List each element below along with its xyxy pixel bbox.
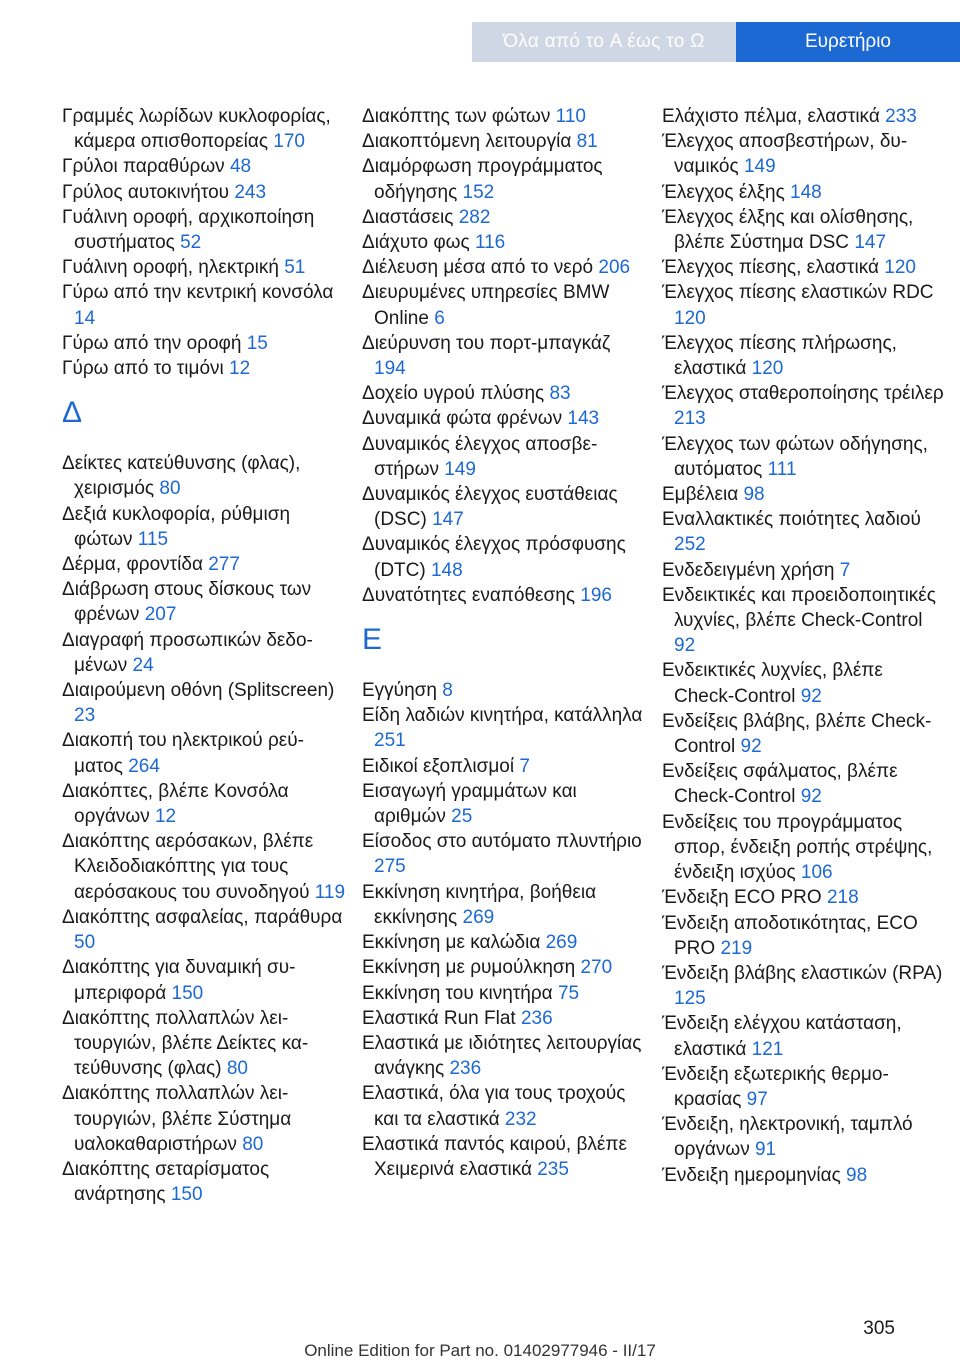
index-entry-text: Δοχείο υγρού πλύσης — [362, 383, 545, 405]
index-entry — [362, 955, 646, 980]
index-entry — [362, 678, 646, 703]
index-page-link[interactable]: 148 — [430, 559, 463, 581]
index-page-link[interactable]: 269 — [545, 932, 578, 954]
index-entry — [662, 381, 946, 431]
index-entry — [662, 104, 946, 129]
index-entry-text: Έλεγχος έλξης και ολίσθησης, βλέπε Σύστημα DSC — [662, 206, 914, 254]
index-entry-text: Ένδειξη εξωτερικής θερμοκρασίας — [662, 1063, 889, 1110]
index-entry — [662, 759, 946, 809]
index-page-link[interactable]: 149 — [743, 156, 776, 178]
index-entry-text: Ένδειξη ECO PRO — [662, 887, 822, 909]
index-page-link[interactable]: 48 — [229, 156, 252, 178]
index-entry-text: Εμβέλεια — [662, 484, 739, 506]
index-page-link[interactable]: 15 — [246, 332, 268, 354]
index-entry-text: Γύρω από το τιμόνι — [62, 358, 224, 380]
index-page-link[interactable]: 275 — [374, 856, 406, 878]
index-page-link[interactable]: 92 — [800, 685, 822, 707]
index-page-link[interactable]: 219 — [720, 937, 753, 959]
index-page-link[interactable]: 213 — [674, 408, 706, 430]
index-page-link[interactable]: 264 — [128, 755, 160, 777]
index-entry — [662, 129, 946, 179]
index-entry-text: Ένδειξη, ηλεκτρονική, ταμπλό οργάνων — [662, 1114, 913, 1161]
index-entry — [62, 180, 346, 205]
index-entry — [362, 981, 646, 1006]
index-page-link[interactable]: 149 — [444, 458, 476, 480]
index-entry — [62, 552, 346, 577]
index-page-link[interactable]: 120 — [884, 257, 916, 279]
index-entry — [62, 678, 346, 728]
index-entry — [662, 961, 946, 1011]
index-entry — [62, 331, 346, 356]
index-page-link[interactable]: 143 — [567, 408, 600, 430]
index-entry — [362, 482, 646, 532]
index-page-link[interactable]: 92 — [800, 786, 822, 808]
index-page-link[interactable]: 125 — [674, 988, 706, 1010]
index-entry-text: Δείκτες κατεύθυνσης (φλας), χειρισμός — [62, 453, 301, 500]
index-entry-text: Διαγραφή προσωπικών δεδομένων — [62, 629, 313, 676]
index-entry — [62, 577, 346, 627]
index-entry-text: Διακόπτες, βλέπε Κονσόλα οργάνων — [62, 780, 289, 828]
index-entry-text: Διακόπτης για δυναμική συμπεριφορά — [62, 957, 296, 1004]
index-page-link[interactable]: 83 — [549, 383, 571, 405]
index-page-link[interactable]: 194 — [374, 358, 406, 380]
index-entry-text: Γύρω από την οροφή — [62, 332, 242, 354]
index-page-link[interactable]: 119 — [314, 881, 346, 903]
index-entry — [62, 356, 346, 381]
index-page-link[interactable]: 12 — [154, 806, 177, 828]
index-entry — [62, 1157, 346, 1207]
index-entry — [62, 502, 346, 552]
index-entry — [62, 280, 346, 330]
index-entry-text: Ένδειξη ελέγχου κατάσταση, ελαστικά — [662, 1013, 902, 1060]
index-entry-text: Έλεγχος έλξης — [662, 181, 785, 203]
index-entry — [362, 129, 646, 154]
index-page-link[interactable]: 25 — [451, 806, 473, 828]
index-page-link[interactable]: 81 — [576, 131, 598, 153]
index-entry-text: Διευρυμένες υπηρεσίες BMW Online — [362, 282, 610, 329]
index-page-link[interactable]: 97 — [746, 1088, 768, 1110]
index-entry — [662, 482, 946, 507]
index-entry-text: Εκκίνηση με καλώδια — [362, 932, 541, 954]
index-entry — [362, 154, 646, 204]
index-entry — [662, 280, 946, 330]
index-entry-text: Ένδειξη ημερομηνίας — [662, 1164, 841, 1186]
index-entry — [662, 911, 946, 961]
index-entry-text: Εκκίνηση κινητήρα, βοήθεια εκκίνησης — [362, 881, 597, 928]
index-entry-text: Ένδειξη βλάβης ελαστικών (RPA) — [662, 962, 943, 984]
index-page-link[interactable]: 218 — [826, 887, 859, 909]
index-page-link[interactable]: 170 — [273, 131, 305, 153]
index-entry-text: Δυναμικός έλεγχος πρόσφυσης (DTC) — [362, 534, 626, 581]
index-entry-text: Είσοδος στο αυτόματο πλυντήριο — [362, 831, 642, 853]
index-page-link[interactable]: 243 — [234, 181, 267, 203]
index-page-link[interactable]: 75 — [557, 982, 580, 1004]
index-page-link[interactable]: 23 — [74, 705, 96, 727]
index-page-link[interactable]: 7 — [519, 755, 530, 777]
index-entry — [662, 1163, 946, 1188]
index-entry — [662, 810, 946, 886]
index-entry — [662, 709, 946, 759]
index-entry — [62, 104, 346, 154]
index-page-link[interactable]: 207 — [144, 604, 177, 626]
index-entry — [362, 1031, 646, 1081]
index-entry — [362, 255, 646, 280]
index-entry — [662, 331, 946, 381]
index-entry-text: Γρύλοι παραθύρων — [62, 156, 225, 178]
index-page-link[interactable]: 24 — [132, 654, 154, 676]
index-entry-text: Εγγύηση — [362, 680, 437, 702]
index-entry-text: Διάβρωση στους δίσκους των φρένων — [62, 579, 312, 626]
index-entry — [662, 1112, 946, 1162]
index-entry — [62, 628, 346, 678]
index-entry-text: Γύρω από την κεντρική κονσόλα — [62, 282, 334, 304]
index-entry — [662, 1062, 946, 1112]
index-entry — [662, 205, 946, 255]
index-entry — [362, 703, 646, 753]
index-entry-text: Γραμμές λωρίδων κυκλοφορίας, κάμερα οπισθοπορείας — [62, 106, 331, 153]
index-page-link[interactable]: 269 — [462, 906, 495, 928]
index-page-link[interactable]: 14 — [74, 307, 96, 329]
index-entry — [362, 754, 646, 779]
index-entry — [662, 255, 946, 280]
index-page-link[interactable]: 148 — [790, 181, 822, 203]
index-page-link[interactable]: 91 — [754, 1139, 777, 1161]
index-entry — [62, 955, 346, 1005]
index-page-link[interactable]: 51 — [284, 257, 306, 279]
index-entry — [362, 331, 646, 381]
index-page-link[interactable]: 120 — [751, 358, 784, 380]
footer-edition: Online Edition for Part no. 01402977946 - II/17 — [304, 1341, 656, 1360]
index-entry-text: Ελαστικά, όλα για τους τροχούς και τα ελαστικά — [362, 1083, 626, 1130]
index-page-link[interactable]: 121 — [751, 1038, 784, 1060]
index-entry-text: Ελάχιστο πέλμα, ελαστικά — [662, 106, 880, 127]
index-entry — [62, 154, 346, 179]
index-entry-text: Διακόπτης ασφαλείας, παράθυρα — [62, 906, 343, 928]
index-page-link[interactable]: 12 — [229, 358, 251, 380]
index-page-link[interactable]: 52 — [180, 232, 202, 254]
index-entry-text: Δυναμικός έλεγχος αποσβεστήρων — [362, 433, 598, 480]
index-entry-text: Διάχυτο φως — [362, 232, 470, 254]
index-column-1 — [62, 104, 346, 1207]
index-entry-text: Εναλλακτικές ποιότητες λαδιού — [662, 509, 921, 531]
index-entry-text: Διαμόρφωση προγράμματος οδήγησης — [362, 156, 603, 203]
index-entry — [62, 255, 346, 280]
index-letter-heading: Ε — [362, 623, 383, 657]
page-header — [0, 22, 960, 62]
index-entry-text: Ενδείξεις βλάβης, βλέπε Check-Control — [662, 710, 932, 758]
index-entry — [362, 230, 646, 255]
index-page-link[interactable]: 116 — [474, 232, 506, 254]
index-entry — [62, 779, 346, 829]
index-page-link[interactable]: 150 — [171, 982, 204, 1004]
index-page-link[interactable]: 50 — [74, 932, 96, 954]
index-entry — [662, 558, 946, 583]
index-entry — [662, 1011, 946, 1061]
index-page-link[interactable]: 152 — [462, 181, 495, 203]
index-column-2 — [362, 104, 646, 1182]
index-entry-text: Διαιρούμενη οθόνη (Splitscreen) — [62, 680, 335, 702]
index-entry-text: Διεύρυνση του πορτ-μπαγκάζ — [362, 332, 611, 354]
index-entry — [62, 905, 346, 955]
index-page-link[interactable]: 270 — [580, 957, 613, 979]
index-entry — [362, 583, 646, 608]
index-entry-text: Δεξιά κυκλοφορία, ρύθμιση φώτων — [62, 503, 291, 550]
index-entry — [362, 1132, 646, 1182]
index-page-link[interactable]: 147 — [854, 232, 887, 254]
index-entry — [662, 180, 946, 205]
index-entry-text: Διακόπτης πολλαπλών λειτουργιών, βλέπε Δείκτες κατεύθυνσης (φλας) — [62, 1007, 309, 1080]
index-entry-text: Ελαστικά παντός καιρού, βλέπε Χειμερινά ελαστικά — [362, 1133, 627, 1180]
index-entry-text: Διέλευση μέσα από το νερό — [362, 257, 594, 279]
index-entry — [662, 507, 946, 557]
index-entry — [362, 829, 646, 879]
page-number: 305 — [863, 1318, 895, 1339]
index-entry-text: Διακοπτόμενη λειτουργία — [362, 131, 572, 153]
index-entry — [362, 1081, 646, 1131]
index-entry — [62, 451, 346, 501]
index-entry-text: Δέρμα, φροντίδα — [62, 554, 203, 576]
index-entry-text: Εκκίνηση με ρυμούλκηση — [362, 957, 576, 979]
index-page-link[interactable]: 120 — [674, 307, 706, 329]
index-entry — [662, 432, 946, 482]
index-entry — [362, 280, 646, 330]
index-column-3 — [662, 104, 946, 1188]
index-entry-text: Εισαγωγή γραμμάτων και αριθμών — [362, 780, 577, 828]
index-entry-text: Έλεγχος αποσβεστήρων, δυναμικός — [662, 131, 908, 178]
index-entry-text: Διακόπτης πολλαπλών λειτουργιών, βλέπε Σύστημα υαλοκαθαριστήρων — [62, 1083, 292, 1155]
section-tab[interactable]: Ευρετήριο — [736, 22, 960, 62]
index-page-link[interactable]: 150 — [170, 1184, 203, 1206]
index-entry-text: Έλεγχος πίεσης πλήρωσης, ελαστικά — [662, 332, 897, 380]
index-entry — [362, 205, 646, 230]
index-page-link[interactable]: 80 — [159, 478, 181, 500]
index-entry — [662, 583, 946, 659]
index-entry-text: Έλεγχος σταθεροποίησης τρέιλερ — [662, 383, 944, 405]
index-page-link[interactable]: 115 — [137, 528, 169, 550]
index-page-link[interactable]: 111 — [767, 458, 797, 480]
index-page-link[interactable]: 232 — [504, 1108, 537, 1130]
index-entry-text: Ενδεικτικές και προειδοποιητικές λυχνίες, βλέπε Check-Control — [662, 584, 936, 632]
index-entry-text: Γρύλος αυτοκινήτου — [62, 181, 230, 203]
index-entry — [362, 1006, 646, 1031]
index-entry — [362, 432, 646, 482]
index-page-link[interactable]: 196 — [580, 584, 612, 606]
index-entry-text: Γυάλινη οροφή, αρχικοποίηση συστήματος — [62, 206, 315, 254]
index-entry — [662, 658, 946, 708]
index-entry-text: Ενδείξεις σφάλματος, βλέπε Check-Control — [662, 761, 898, 808]
index-entry-text: Διαστάσεις — [362, 206, 454, 228]
index-entry-text: Δυνατότητες εναπόθεσης — [362, 584, 575, 606]
index-page-link[interactable]: 7 — [839, 559, 851, 581]
index-page-link[interactable]: 233 — [885, 106, 917, 127]
index-entry — [362, 104, 646, 129]
index-page-link[interactable]: 80 — [242, 1133, 264, 1155]
index-page-link[interactable]: 92 — [674, 635, 696, 657]
index-entry — [62, 728, 346, 778]
index-page-link[interactable]: 235 — [537, 1158, 569, 1180]
chapter-tab[interactable]: Όλα από το A έως το Ω — [472, 22, 736, 62]
index-entry-text: Δυναμικός έλεγχος ευστάθειας (DSC) — [362, 484, 618, 531]
index-page-link[interactable]: 80 — [226, 1058, 248, 1080]
index-page-link[interactable]: 110 — [555, 106, 586, 127]
index-entry-text: Ειδικοί εξοπλισμοί — [362, 755, 515, 777]
index-page-link[interactable]: 206 — [598, 257, 631, 279]
index-page-link[interactable]: 277 — [208, 554, 240, 576]
index-entry — [62, 205, 346, 255]
index-entry-text: Ενδείξεις του προγράμματος σπορ, ένδειξη ροπής στρέψης, ένδειξη ισχύος — [662, 811, 933, 884]
index-entry-text: Έλεγχος πίεσης ελαστικών RDC — [662, 282, 934, 304]
index-entry-text: Διακόπτης αερόσακων, βλέπε Κλειδοδιακόπτης για τους αερόσακους του συνοδηγού — [62, 831, 314, 903]
index-entry-text: Ελαστικά με ιδιότητες λειτουργίας ανάγκης — [362, 1032, 642, 1080]
index-entry-text: Διακόπτης των φώτων — [362, 106, 551, 127]
index-entry — [62, 1081, 346, 1157]
index-entry-text: Έλεγχος πίεσης, ελαστικά — [662, 257, 880, 279]
index-entry-text: Ενδεδειγμένη χρήση — [662, 559, 835, 581]
index-letter-heading: Δ — [62, 396, 83, 430]
index-entry — [362, 381, 646, 406]
index-entry — [362, 406, 646, 431]
index-page-link[interactable]: 252 — [674, 534, 706, 556]
index-page-link[interactable]: 236 — [520, 1007, 553, 1029]
index-entry-text: Διακόπτης σεταρίσματος ανάρτησης — [62, 1158, 270, 1206]
index-page-link[interactable]: 92 — [740, 736, 762, 758]
index-entry-text: Ένδειξη αποδοτικότητας, ECO PRO — [662, 912, 918, 959]
index-entry-text: Είδη λαδιών κινητήρα, κατάλληλα — [362, 705, 643, 727]
index-entry — [362, 532, 646, 582]
index-page-link[interactable]: 106 — [800, 862, 833, 884]
index-page-link[interactable]: 98 — [743, 484, 765, 506]
index-entry-text: Εκκίνηση του κινητήρα — [362, 982, 553, 1004]
index-entry — [362, 930, 646, 955]
index-entry-text: Ελαστικά Run Flat — [362, 1007, 516, 1029]
index-entry-text: Γυάλινη οροφή, ηλεκτρική — [62, 257, 279, 279]
index-page-link[interactable]: 251 — [374, 730, 406, 752]
index-entry-text: Δυναμικά φώτα φρένων — [362, 408, 563, 430]
index-entry — [362, 779, 646, 829]
index-page-link[interactable]: 8 — [442, 680, 453, 702]
index-page-link[interactable]: 236 — [449, 1058, 482, 1080]
index-entry-text: Διακοπή του ηλεκτρικού ρεύματος — [62, 730, 304, 777]
index-page-link[interactable]: 6 — [434, 307, 445, 329]
index-entry-text: Έλεγχος των φώτων οδήγησης, αυτόματος — [662, 433, 928, 480]
index-entry — [362, 880, 646, 930]
index-entry — [62, 1006, 346, 1082]
index-page-link[interactable]: 282 — [458, 206, 491, 228]
index-entry-text: Ενδεικτικές λυχνίες, βλέπε Check-Control — [662, 660, 883, 707]
index-page-link[interactable]: 147 — [432, 509, 464, 531]
index-entry — [662, 885, 946, 910]
index-entry — [62, 829, 346, 905]
index-page-link[interactable]: 98 — [846, 1164, 868, 1186]
